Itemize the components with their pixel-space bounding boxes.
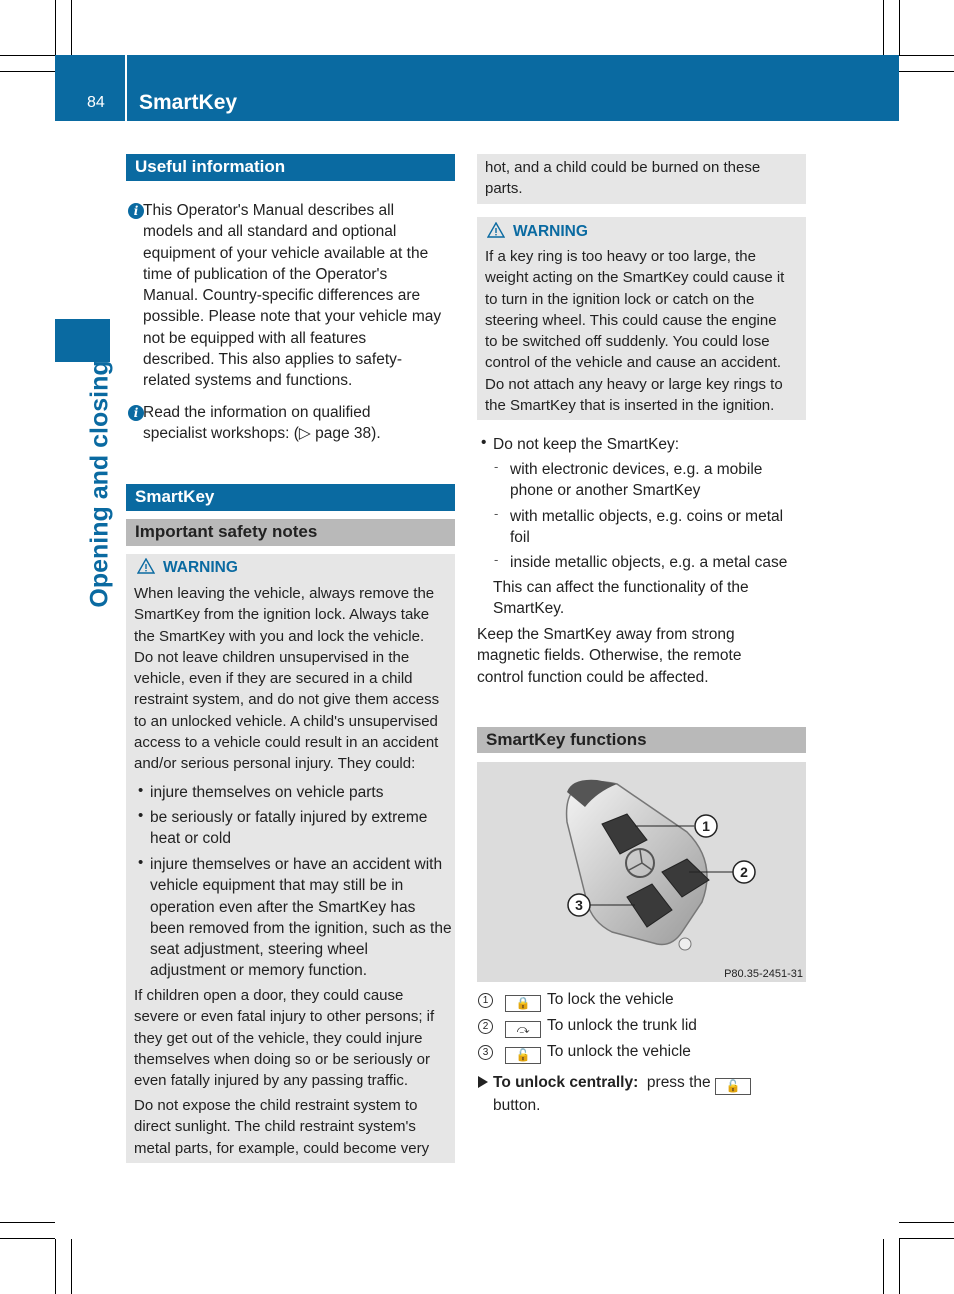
legend-number: 1 [478,993,493,1008]
text-line: Manual. Country-specific differences are [143,287,421,305]
text-line: metal parts, for example, could become very [134,1139,430,1157]
callout-2-label: 2 [740,864,748,880]
crop-mark [55,0,56,55]
smartkey-illustration [477,762,806,982]
text-line: to turn in the ignition lock or catch on the [485,290,755,308]
dash-marker: - [494,459,499,474]
text-line: injure themselves on vehicle parts [150,784,384,801]
text-line: Keep the SmartKey away from strong [477,626,735,643]
crop-mark [899,55,954,56]
warning-heading [487,222,588,241]
text-line: control of the vehicle and cause an accident. [485,354,782,372]
warning-text-4 [485,246,803,416]
text-line: seat adjustment, steering wheel [150,941,368,959]
text-line: time of publication of the Operator's [143,265,388,283]
text-line: possible. Please note that your vehicle may [143,308,442,326]
text-line: steering wheel. This could cause the engine [485,311,777,329]
action-end: button. [493,1097,541,1114]
warning-triangle-icon [487,222,505,238]
bullet-dot: • [138,782,144,799]
text-line: the SmartKey with you and lock the vehicle. [134,627,425,645]
text-line: SmartKey. [493,600,565,618]
image-code: P80.35-2451-31 [724,968,803,980]
crop-mark [0,1222,55,1223]
crop-mark [899,1238,954,1239]
text-line: This Operator's Manual describes all [143,202,395,219]
text-line: Do not leave children unsupervised in the [134,648,410,666]
text-line: to an unlocked vehicle. A child's unsupervised [134,712,438,730]
smartkey-drawing [477,762,806,982]
text-line: Do not expose the child restraint system to [134,1097,418,1114]
text-line: even fatally injured by any passing traffic. [134,1072,409,1090]
key-button-icon: ⤼ [505,1021,541,1038]
info-paragraph-1 [143,200,463,392]
text-line: When leaving the vehicle, always remove the [134,585,435,602]
text-line: inside metallic objects, e.g. a metal case [510,554,788,571]
text-line: severe or even fatal injury to other persons; if [134,1008,435,1026]
affect-text [493,577,808,620]
text-line: themselves when doing so or be seriously or [134,1050,430,1068]
key-button-icon: 🔓 [505,1047,541,1064]
page-number: 84 [87,94,105,111]
text-line: weight acting on the SmartKey could cause it [485,269,785,287]
crop-mark [899,0,900,55]
text-line: adjustment or memory function. [150,962,368,980]
text-line: If a key ring is too heavy or too large, the [485,248,756,265]
crop-mark [0,71,55,72]
crop-mark [899,1222,954,1223]
info-icon: i [128,405,144,421]
text-line: Do not attach any heavy or large key rings to [485,375,783,393]
bullet-item [150,782,452,803]
warning-label: WARNING [163,559,238,576]
text-line: heat or cold [150,830,231,848]
callout-3-label: 3 [575,897,583,913]
action-arrow-icon [478,1076,488,1088]
page-header [55,55,899,121]
warning-text-3 [134,1095,452,1159]
warning-text-2 [134,985,452,1091]
text-line: models and all standard and optional [143,223,397,241]
crop-mark [0,55,55,56]
warning-text-1 [134,583,452,775]
legend-text: To unlock the vehicle [547,1043,691,1060]
crop-mark [71,1239,72,1294]
crop-mark [883,0,884,55]
text-line: equipment of your vehicle available at the [143,244,429,262]
info-paragraph-2 [143,402,463,445]
action-text: press the [646,1074,711,1091]
info-icon: i [128,203,144,219]
text-line: magnetic fields. Otherwise, the remote [477,647,742,665]
bullet-dot: • [138,854,144,871]
legend-text: To lock the vehicle [547,991,674,1008]
dont-keep-text: Do not keep the SmartKey: [493,436,680,453]
crop-mark [899,1239,900,1294]
text-line: described. This also applies to safety- [143,351,403,369]
text-line: related systems and functions. [143,372,353,390]
text-line: and/or serious personal injury. They could: [134,755,416,773]
text-line: Read the information on qualified [143,404,371,421]
header-separator [125,55,127,121]
action-bold: To unlock centrally: [493,1074,639,1091]
dash-marker: - [494,506,499,521]
text-line: with electronic devices, e.g. a mobile [510,461,763,478]
dash-item [510,552,810,573]
text-line: to be switched off suddenly. You could lose [485,333,770,351]
legend-item [478,1015,808,1038]
unlock-button-icon: 🔓 [715,1078,751,1095]
text-line: This can affect the functionality of the [493,579,749,596]
text-line: with metallic objects, e.g. coins or metal [510,508,784,525]
continuation-text [485,157,803,200]
dash-item [510,459,810,502]
text-line: been removed from the ignition, such as the [150,919,452,937]
warning-heading [137,558,238,577]
text-line: control function could be affected. [477,668,709,686]
text-line: operation even after the SmartKey has [150,898,416,916]
bullet-item [150,807,452,850]
legend-text: To unlock the trunk lid [547,1017,697,1034]
text-line: SmartKey from the ignition lock. Always take [134,606,430,624]
bullet-item [150,854,452,982]
text-line: not be equipped with all features [143,329,367,347]
useful-info-heading: Useful information [126,154,455,181]
text-line: specialist workshops: (▷ page 38). [143,425,381,443]
dash-item [510,506,810,549]
warning-triangle-icon [137,558,155,574]
smartkey-heading: SmartKey [126,484,455,511]
text-line: injure themselves or have an accident with [150,856,443,873]
bullet-dot: • [481,434,487,451]
text-line: access to a vehicle could result in an accident [134,734,439,752]
text-line: the SmartKey that is inserted in the ignition. [485,397,775,415]
crop-mark [883,1239,884,1294]
crop-mark [0,1238,55,1239]
key-button-icon: 🔒 [505,995,541,1012]
side-tab-label: Opening and closing [85,360,114,608]
legend-item [478,1041,808,1064]
text-line: parts. [485,180,523,198]
text-line: direct sunlight. The child restraint system's [134,1118,416,1136]
text-line: be seriously or fatally injured by extreme [150,809,428,826]
callout-1-label: 1 [702,818,710,834]
text-line: they get out of the vehicle, they could injure [134,1029,423,1047]
text-line: If children open a door, they could cause [134,987,404,1004]
action-line [493,1072,808,1116]
text-line: foil [510,529,530,547]
text-line: vehicle, even if they are secured in a child [134,670,413,688]
crop-mark [55,1239,56,1294]
crop-mark [899,71,954,72]
text-line: phone or another SmartKey [510,482,701,500]
text-line: restraint system, and do not give them access [134,691,440,709]
keep-away-text [477,624,807,688]
legend-number: 2 [478,1019,493,1034]
crop-mark [71,0,72,55]
bullet-dot: • [138,807,144,824]
page-title: SmartKey [139,91,238,114]
legend-item [478,989,808,1012]
side-tab-marker [55,319,110,362]
legend-number: 3 [478,1045,493,1060]
warning-label: WARNING [513,223,588,240]
dash-marker: - [494,552,499,567]
text-line: hot, and a child could be burned on these [485,159,761,176]
safety-notes-heading: Important safety notes [126,519,455,546]
smartkey-functions-heading: SmartKey functions [477,727,806,753]
text-line: vehicle equipment that may still be in [150,877,404,895]
